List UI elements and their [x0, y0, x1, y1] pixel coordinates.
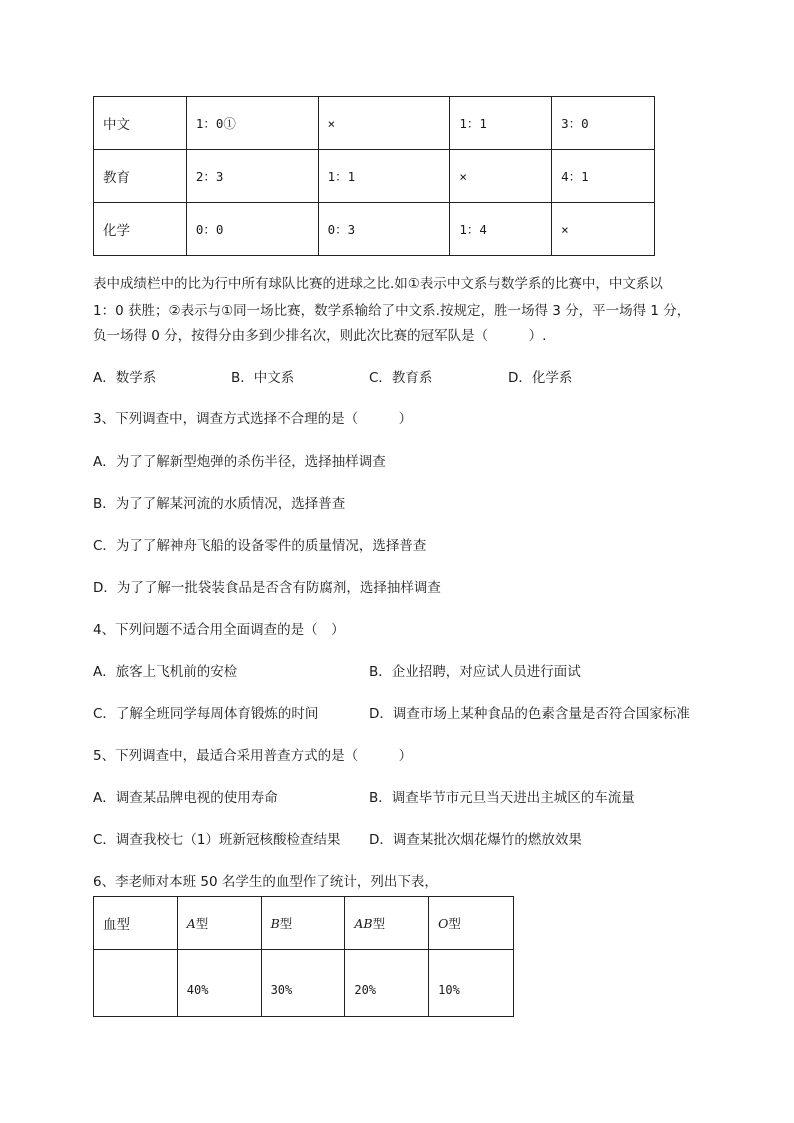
empty-cell: [94, 950, 178, 1017]
table-row: [94, 950, 514, 1017]
score-cell: 4：1: [552, 150, 655, 203]
type-letter: O: [438, 916, 449, 931]
option-b[interactable]: B．中文系: [231, 370, 295, 386]
score-cell: 1：1: [318, 150, 450, 203]
option-a[interactable]: A．为了了解新型炮弹的杀伤半径，选择抽样调查: [93, 454, 386, 470]
question-stem: 5、下列调查中，最适合采用普查方式的是（ ）: [93, 748, 413, 764]
blood-type-table: [93, 896, 514, 1017]
option-d[interactable]: D．调查某批次烟花爆竹的燃放效果: [369, 832, 582, 848]
table-row: [94, 150, 655, 203]
score-cell: 1：4: [450, 203, 552, 256]
table-header-row: [94, 897, 514, 950]
score-cell: ×: [552, 203, 655, 256]
column-header: [345, 897, 429, 950]
score-cell: 2：3: [186, 150, 318, 203]
question-stem: 4、下列问题不适合用全面调查的是（ ）: [93, 622, 345, 638]
question-stem: 3、下列调查中，调查方式选择不合理的是（ ）: [93, 411, 413, 427]
q2-explanation-line: 负一场得 0 分，按得分由多到少排名次，则此次比赛的冠军队是（ ）.: [93, 328, 547, 344]
table-row: [94, 203, 655, 256]
percent-cell: 20%: [345, 950, 429, 1017]
option-b[interactable]: B．调查毕节市元旦当天进出主城区的车流量: [369, 790, 635, 806]
option-a[interactable]: A．调查某品牌电视的使用寿命: [93, 790, 278, 806]
type-letter: B: [270, 916, 280, 931]
option-c[interactable]: C．了解全班同学每周体育锻炼的时间: [93, 706, 319, 722]
column-header: [177, 897, 261, 950]
header-label: 血型: [94, 897, 178, 950]
column-header: [261, 897, 345, 950]
type-letter: A: [186, 916, 196, 931]
column-header: [429, 897, 514, 950]
score-cell: 0：0: [186, 203, 318, 256]
option-d[interactable]: D．调查市场上某种食品的色素含量是否符合国家标准: [369, 706, 690, 722]
option-a[interactable]: A．旅客上飞机前的安检: [93, 664, 238, 680]
type-letter: AB: [354, 916, 373, 931]
row-label: 教育: [94, 150, 187, 203]
question-stem: 6、李老师对本班 50 名学生的血型作了统计，列出下表，: [93, 874, 438, 890]
percent-cell: 40%: [177, 950, 261, 1017]
option-c[interactable]: C．教育系: [369, 370, 433, 386]
row-label: 中文: [94, 97, 187, 150]
score-cell: 3：0: [552, 97, 655, 150]
option-b[interactable]: B．为了了解某河流的水质情况，选择普查: [93, 496, 346, 512]
type-suffix: 型: [279, 916, 293, 931]
option-c[interactable]: C．为了了解神舟飞船的设备零件的质量情况，选择普查: [93, 538, 427, 554]
type-suffix: 型: [448, 916, 461, 931]
table-row: [94, 97, 655, 150]
option-d[interactable]: D．为了了解一批袋装食品是否含有防腐剂，选择抽样调查: [93, 580, 441, 596]
row-label: 化学: [94, 203, 187, 256]
score-cell: 1：0①: [186, 97, 318, 150]
option-d[interactable]: D．化学系: [508, 370, 573, 386]
type-suffix: 型: [372, 916, 386, 931]
score-cell: ×: [318, 97, 450, 150]
q2-explanation-line: 1：0 获胜；②表示与①同一场比赛，数学系输给了中文系.按规定，胜一场得 3 分，平一场得 1 分，: [93, 303, 691, 319]
percent-cell: 10%: [429, 950, 514, 1017]
score-cell: 0：3: [318, 203, 450, 256]
option-b[interactable]: B．企业招聘，对应试人员进行面试: [369, 664, 581, 680]
q2-explanation-line: 表中成绩栏中的比为行中所有球队比赛的进球之比.如①表示中文系与数学系的比赛中，中文系以: [93, 276, 663, 292]
option-a[interactable]: A．数学系: [93, 370, 157, 386]
percent-cell: 30%: [261, 950, 345, 1017]
score-cell: ×: [450, 150, 552, 203]
type-suffix: 型: [195, 916, 209, 931]
score-table: [93, 96, 655, 256]
option-c[interactable]: C．调查我校七（1）班新冠核酸检查结果: [93, 832, 341, 848]
score-cell: 1：1: [450, 97, 552, 150]
